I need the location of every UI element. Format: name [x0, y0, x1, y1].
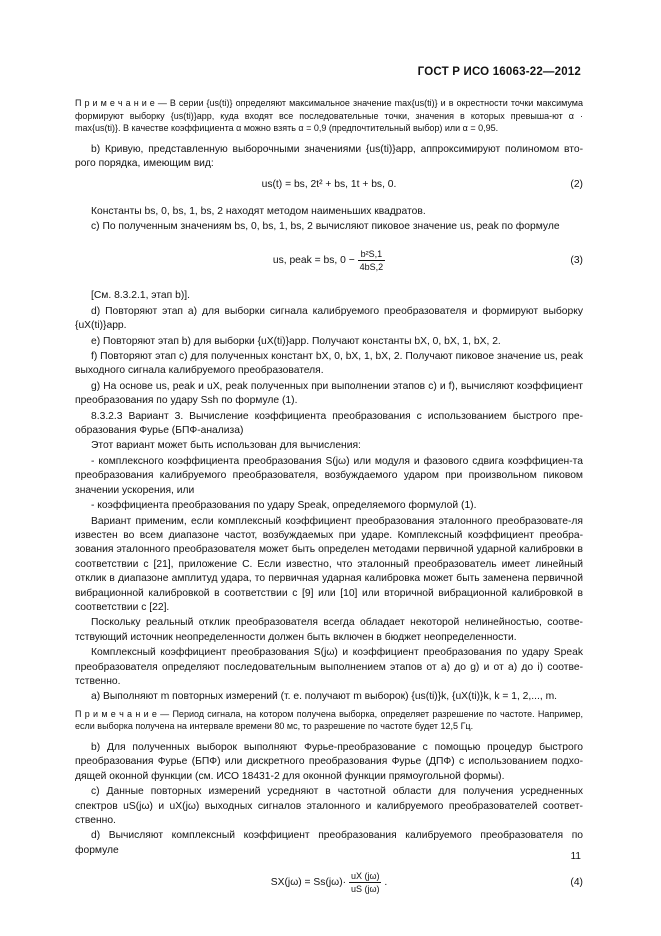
formula-4-tail: .: [384, 877, 388, 889]
step-g-paragraph: g) На основе us, peak и uX, peak полученных при выполнении этапов c) и f), вычисляют коэффициент преобразования по удару Ssh по формуле (1).: [75, 380, 583, 407]
formula-4-lhs: SX(jω) = Ss(jω)·: [270, 877, 347, 889]
step-b2-paragraph: b) Для полученных выборок выполняют Фурье-преобразование с помощью процедур быстрого преобразования Фурье (БПФ) или дискретного преобразования Фурье (ДПФ) с использованием подхо-дящей оконной функции (см. ИСО 18431-2 для оконной функции прямоугольной формы).: [75, 741, 583, 782]
bullet-item-2: - коэффициента преобразования по удару Speak, определяемого формулой (1).: [91, 500, 477, 512]
step-f-paragraph: f) Повторяют этап c) для полученных констант bX, 0, bX, 1, bX, 2. Получают пиковое значение us, peak выходного сигнала калибруемого преобразователя.: [75, 351, 583, 377]
note-paragraph-2: П р и м е ч а н и е — Период сигнала, на котором получена выборка, определяет разрешение по частоте. Например, если выборка получена на интервале времени 80 мс, то разрешение по частоте будет 12,5 Гц.: [75, 708, 583, 732]
formula-3-fraction: [358, 248, 386, 273]
formula-4-number: (4): [570, 877, 583, 889]
step-e-paragraph: e) Повторяют этап b) для выборки {uX(ti)}app. Получают константы bX, 0, bX, 1, bX, 2.: [91, 335, 501, 347]
step-c-paragraph: c) По полученным значениям bs, 0, bs, 1, bs, 2 вычисляют пиковое значение us, peak по формуле: [91, 221, 560, 232]
variant-paragraph: Вариант применим, если комплексный коэффициент преобразования эталонного преобразовате-ля известен во всем диапазоне частот, возбуждаемых при ударе. Комплексный коэффициент преобра-зования эталонного преобразователя может быть определен методами первичной ударной калибровки в соответствии с [21], приложение C. Если известно, что эталонный преобразователь имеет линейный отклик в диапазоне амплитуд удара, то первичная ударная калибровка может быть заменена первичной вибрационной калибровкой в соответствии с [9] или [10] или вторичной вибрационной калибровкой в соответствии с [22].: [75, 515, 583, 613]
formula-4-fraction: [349, 870, 382, 895]
formula-3-denominator: 4bS,2: [359, 262, 384, 273]
formula-3-number: (3): [570, 255, 583, 267]
complex-coefficient-paragraph: Комплексный коэффициент преобразования S(jω) и коэффициент преобразования по удару Speak преобразователя определяют последовательным выполнением этапов от a) до g) и от a) до i) соотве-тственно.: [75, 647, 583, 687]
section-8-3-2-3-heading: 8.3.2.3 Вариант 3. Вычисление коэффициента преобразования с использованием быстрого пре-образования Фурье (БПФ-анализа): [75, 410, 583, 437]
step-b-paragraph: b) Кривую, представленную выборочными значениями {us(ti)}app, аппроксимируют полиномом вто-рого порядка, имеющим вид:: [75, 143, 583, 170]
bullet-item-1: - комплексного коэффициента преобразования S(jω) или модуля и фазового сдвига коэффициен-та преобразования калибруемого преобразователя, возбуждаемого ударом при произвольном пиковом значении ускорения, или: [75, 455, 583, 496]
formula-3-numerator: b²S,1: [358, 248, 386, 261]
usage-paragraph: Этот вариант может быть использован для вычисления:: [91, 440, 361, 452]
formula-4-numerator: uX (jω): [350, 871, 380, 882]
page-number: 11: [570, 851, 581, 862]
formula-2-expression: us(t) = bs, 2t² + bs, 1t + bs, 0.: [261, 178, 397, 190]
formula-4-denominator: uS (jω): [350, 884, 380, 895]
reference-paragraph: [См. 8.3.2.1, этап b)].: [91, 290, 190, 302]
formula-3-lhs: us, peak = bs, 0 −: [272, 255, 355, 267]
formula-4: [75, 864, 583, 908]
page-body: [75, 94, 583, 913]
nonlinearity-paragraph: Поскольку реальный отклик преобразователя всегда обладает некоторой нелинейностью, соотве-тствующий источник неопределенности должен быть включен в бюджет неопределенности.: [75, 617, 583, 643]
note-paragraph: П р и м е ч а н и е — В серии {us(ti)} определяют максимальное значение max{us(ti)} и в окрестности точки максимума формируют выборку {us(ti)}app, куда входят все последовательные точки, значения в которых превыша-ют α · max{us(ti)}. В качестве коэффициента α можно взять α = 0,9 (предпочтительный выбор) или α = 0,95.: [75, 98, 583, 134]
formula-2: [75, 178, 583, 200]
step-d2-paragraph: d) Вычисляют комплексный коэффициент преобразования калибруемого преобразователя по формуле: [75, 830, 583, 856]
document-code: ГОСТ Р ИСО 16063-22—2012: [417, 66, 581, 78]
constants-paragraph: Константы bs, 0, bs, 1, bs, 2 находят методом наименьших квадратов.: [91, 205, 426, 217]
formula-2-number: (2): [570, 178, 583, 190]
step-a2-paragraph: a) Выполняют m повторных измерений (т. е. получают m выборок) {us(ti)}k, {uX(ti)}k, k = 1, 2,..., m.: [91, 691, 558, 703]
step-c2-paragraph: c) Данные повторных измерений усредняют в частотной области для получения усредненных спектров uS(jω) и uX(jω) выходных сигналов эталонного и калибруемого преобразователей соответ-ственно.: [75, 786, 583, 826]
step-d-paragraph: d) Повторяют этап a) для выборки сигнала калибруемого преобразователя и формируют выборку {uX(ti)}app.: [75, 305, 583, 332]
formula-3: [75, 240, 583, 284]
